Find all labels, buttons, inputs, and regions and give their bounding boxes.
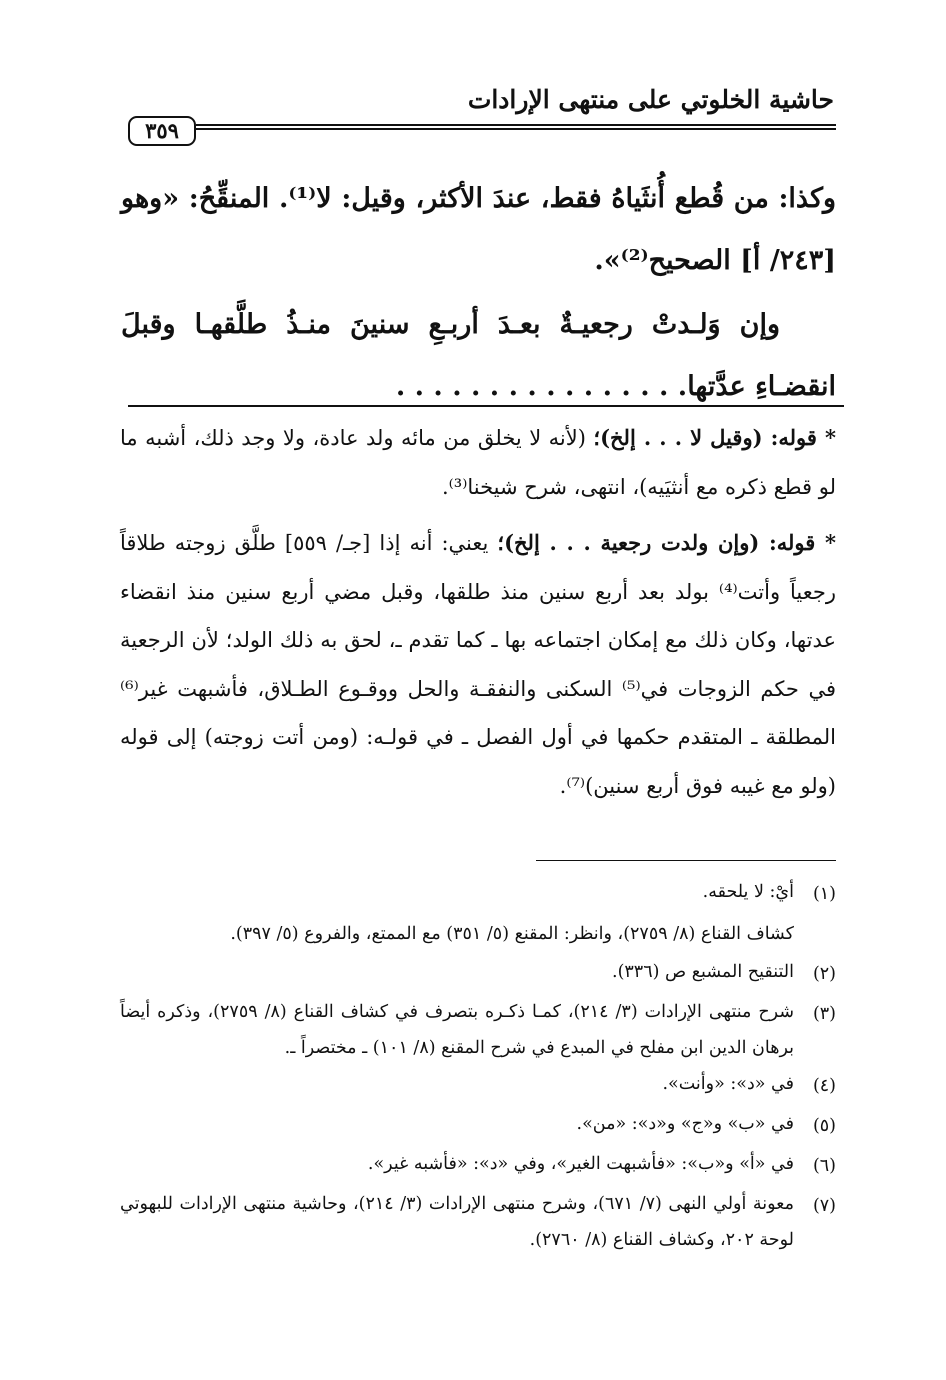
commentary-text-2: يعني: أنه إذا [جـ/ ٥٥٩] طلَّق زوجته طلاقاً رجعياً وأتت⁽⁴⁾ بولد بعد أربع سنين منذ طلقها، وقبل مضي أربع سنين منذ انقضاء عدتها، وكان ذلك مع إمكان اجتماعه بها ـ كما تقدم ـ، لحق به ذلك الولد؛ لأن الرجعية في حكم الزوجات في⁽⁵⁾ السكنى والنفقـة والحل ووقـوع الطـلاق، فأشبهت غير⁽⁶⁾ المطلقة ـ المتقدم حكمها في أول الفصل ـ في قولـه: (ومن أتت زوجته) إلى قوله (ولو مع غيبه فوق أربع سنين)⁽⁷⁾.: [120, 531, 837, 798]
footnote-number: (٤): [812, 1076, 836, 1096]
footnote-number: (٦): [812, 1156, 836, 1176]
footnote-text: أيْ: لا يلحقه.: [702, 882, 794, 902]
commentary: [120, 414, 836, 810]
header-rule: [196, 124, 836, 130]
footnote-text: في «ب» و«ج» و«د»: «من».: [576, 1114, 794, 1134]
running-title: حاشية الخلوتي على منتهى الإرادات: [467, 85, 834, 114]
footnote-divider: [536, 860, 836, 861]
footnote-1: [120, 874, 836, 914]
footnote-4: [120, 1066, 836, 1106]
section-divider: [128, 405, 844, 407]
footnote-6: [120, 1146, 836, 1186]
footnote-number: (٣): [812, 1004, 836, 1024]
commentary-text-1: (لأنه لا يخلق من مائه ولد عادة، ولا وجد ذلك، أشبه ما لو قطع ذكره مع أنثيَيه)، انتهى، شرح شيخنا⁽³⁾.: [120, 426, 836, 499]
footnote-text: شرح منتهى الإرادات (٣/ ٢١٤)، كمـا ذكـره بتصرف في كشاف القناع (٨/ ٢٧٥٩)، وذكره أيضاً برهان الدين ابن مفلح في المبدع في شرح المقنع (٨/ ١٠١) ـ مختصراً ـ.: [120, 1002, 794, 1058]
main-paragraph-2: وإن وَلـدتْ رجعيـةٌ بعـدَ أربـعِ سنينَ منـذُ طلَّقهـا وقبلَ انقضـاءِ عدَّتها. . . . . . . . . . . . . . . .: [121, 309, 836, 402]
main-paragraph-1: وكذا: من قُطع أُنثَياهُ فقط، عندَ الأكثر، وقيل: لا⁽¹⁾. المنقِّحُ: «وهو [٢٤٣/ أ] الصحيح⁽²⁾».: [121, 183, 836, 276]
footnote-7: [120, 1186, 836, 1258]
main-text: [121, 168, 836, 418]
footnote-5: [120, 1106, 836, 1146]
footnote-number: (٢): [812, 964, 836, 984]
footnote-1-continuation: كشاف القناع (٨/ ٢٧٥٩)، وانظر: المقنع (٥/ ٣٥١) مع الممتع، والفروع (٥/ ٣٩٧).: [230, 924, 794, 944]
footnote-2: [120, 954, 836, 994]
footnote-text: في «د»: «وأنت».: [662, 1074, 794, 1094]
commentary-entry-1: [120, 414, 836, 511]
commentary-entry-2: [120, 519, 836, 810]
commentary-lemma-1: * قوله: (وقيل لا . . . إلخ)؛: [593, 425, 836, 450]
page-number: ٣٥٩: [128, 116, 196, 146]
footnote-number: (٥): [812, 1116, 836, 1136]
footnote-number: (١): [812, 884, 836, 904]
footnote-text: معونة أولي النهى (٧/ ٦٧١)، وشرح منتهى الإرادات (٣/ ٢١٤)، وحاشية منتهى الإرادات للبهوتي لوحة ٢٠٢، وكشاف القناع (٨/ ٢٧٦٠).: [120, 1194, 794, 1250]
footnote-text: في «أ» و«ب»: «فأشبهت الغير»، وفي «د»: «فأشبه غير».: [367, 1154, 794, 1174]
footnote-3: [120, 994, 836, 1066]
footnotes: [120, 874, 836, 1258]
footnote-number: (٧): [812, 1196, 836, 1216]
footnote-text: التنقيح المشبع ص (٣٣٦).: [612, 962, 794, 982]
commentary-lemma-2: * قوله: (وإن ولدت رجعية . . . إلخ)؛: [497, 530, 836, 555]
